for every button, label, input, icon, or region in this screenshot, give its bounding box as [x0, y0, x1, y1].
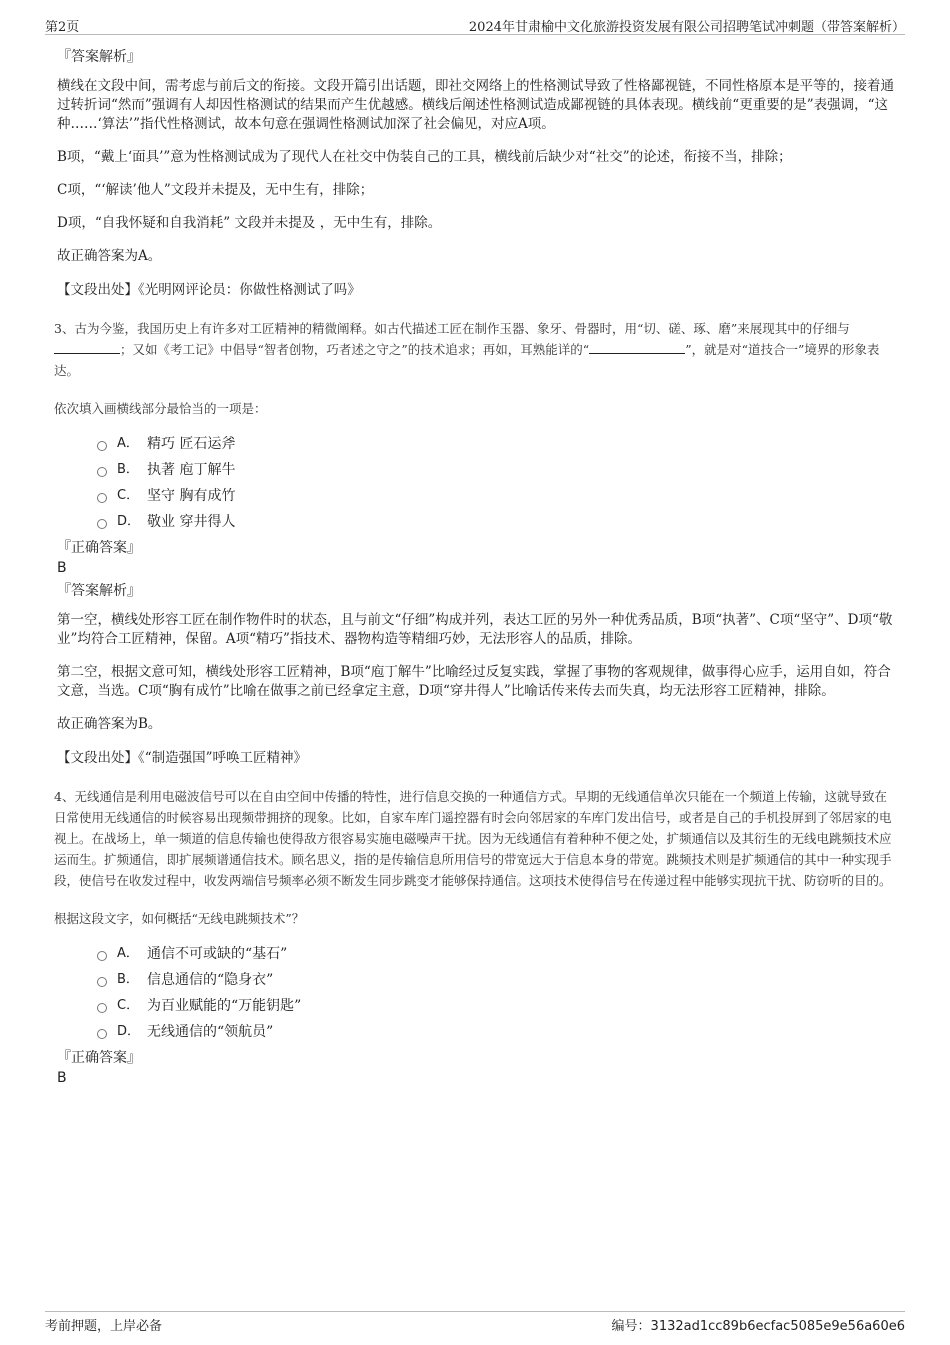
q4-options [97, 941, 897, 1045]
option-text: 通信不可或缺的“基石” [147, 946, 288, 962]
page-number: 第2页 [45, 20, 80, 35]
option-text: 敬业 穿井得人 [147, 514, 236, 530]
q3-text-part: ”，就是对“道技合一”境界的形象表达。 [54, 342, 880, 378]
q4-option-c[interactable] [97, 993, 897, 1019]
radio-icon[interactable] [97, 441, 107, 451]
q4-option-a[interactable] [97, 941, 897, 967]
q3-option-c[interactable] [97, 483, 897, 509]
q3-options [97, 431, 897, 535]
q3-analysis-label: 『答案解析』 [57, 583, 141, 599]
option-letter: B． [117, 972, 139, 987]
option-letter: C． [117, 488, 140, 503]
radio-icon[interactable] [97, 1029, 107, 1039]
radio-icon[interactable] [97, 467, 107, 477]
option-letter: A． [117, 946, 139, 961]
radio-icon[interactable] [97, 1003, 107, 1013]
radio-icon[interactable] [97, 977, 107, 987]
q3-text-part: ；又如《考工记》中倡导“智者创物，巧者述之守之”的技术追求；再如，耳熟能详的“ [120, 342, 590, 357]
q3-source: 【文段出处】《“制造强国”呼唤工匠精神》 [57, 750, 308, 766]
q3-option-b[interactable] [97, 457, 897, 483]
option-letter: C． [117, 998, 140, 1013]
option-text: 坚守 胸有成竹 [147, 488, 236, 504]
option-text: 执著 庖丁解牛 [147, 462, 236, 478]
q2-analysis-para: B项，“戴上‘面具’”意为性格测试成为了现代人在社交中伪装自己的工具，横线前后缺少对“社交”的论述，衔接不当，排除； [57, 149, 792, 165]
q3-analysis-para: 第二空，根据文意可知，横线处形容工匠精神，B项“庖丁解牛”比喻经过反复实践，掌握了事物的客观规律，做事得心应手，运用自如，符合文意，当选。C项“胸有成竹”比喻在做事之前已经拿定主意，D项“穿井得人”比喻话传来传去而失真，均无法形容工匠精神，排除。 [57, 664, 891, 699]
footer-slogan: 考前押题，上岸必备 [45, 1319, 163, 1334]
q3-correct-answer: B [57, 560, 67, 576]
main-content [54, 44, 897, 1088]
q2-analysis-para: 横线在文段中间，需考虑与前后文的衔接。文段开篇引出话题，即社交网络上的性格测试导致了性格鄙视链，不同性格原本是平等的，接着通过转折词“然而”强调有人却因性格测试的结果而产生优越感。横线后阐述性格测试造成鄙视链的具体表现。横线前“更重要的是”表强调，“这种……‘算法’”指代性格测试，故本句意在强调性格测试加深了社会偏见，对应A项。 [57, 78, 894, 132]
q2-source: 【文段出处】《光明网评论员：你做性格测试了吗》 [57, 282, 361, 298]
q3-prompt: 依次填入画横线部分最恰当的一项是： [54, 401, 267, 416]
q2-analysis-para: 故正确答案为A。 [57, 248, 162, 264]
option-letter: D． [117, 1024, 141, 1039]
page-footer [45, 1311, 905, 1334]
document-title: 2024年甘肃榆中文化旅游投资发展有限公司招聘笔试冲刺题（带答案解析） [468, 20, 905, 35]
option-letter: D． [117, 514, 141, 529]
q3-text-part: 3、古为今鉴，我国历史上有许多对工匠精神的精微阐释。如古代描述工匠在制作玉器、象牙、骨器时，用“切、磋、琢、磨”来展现其中的仔细与 [54, 321, 850, 336]
option-letter: A． [117, 436, 139, 451]
footer-code-value: 3132ad1cc89b6ecfac5085e9e56a60e6 [650, 1319, 905, 1334]
footer-code-label: 编号： [611, 1319, 651, 1334]
q4-correct-label: 『正确答案』 [57, 1050, 141, 1066]
q4-option-d[interactable] [97, 1019, 897, 1045]
q3-blank-2 [589, 340, 685, 354]
q2-analysis-para: C项，“‘解读’他人”文段并未提及，无中生有，排除； [57, 182, 374, 198]
page-header [45, 14, 905, 35]
footer-code [612, 1315, 905, 1334]
option-letter: B． [117, 462, 139, 477]
radio-icon[interactable] [97, 493, 107, 503]
option-text: 精巧 匠石运斧 [147, 436, 236, 452]
q3-blank-1 [54, 340, 120, 354]
q4-question: 4、无线通信是利用电磁波信号可以在自由空间中传播的特性，进行信息交换的一种通信方式。早期的无线通信单次只能在一个频道上传输，这就导致在日常使用无线通信的时候容易出现频带拥挤的现象。比如，自家车库门遥控器有时会向邻居家的车库门发出信号，或者是自己的手机投屏到了邻居家的电视上。在战场上，单一频道的信息传输也使得敌方很容易实施电磁噪声干扰。因为无线通信有着种种不便之处，扩频通信以及其衍生的无线电跳频技术应运而生。扩频通信，即扩展频谱通信技术。顾名思义，指的是传输信息所用信号的带宽远大于信息本身的带宽。跳频技术则是扩频通信的其中一种实现手段，使信号在收发过程中，收发两端信号频率必须不断发生同步跳变才能够保持通信。这项技术使得信号在传递过程中能够实现抗干扰、防窃听的目的。 [54, 789, 892, 888]
q3-analysis-para: 故正确答案为B。 [57, 716, 162, 732]
q4-option-b[interactable] [97, 967, 897, 993]
q3-option-d[interactable] [97, 509, 897, 535]
radio-icon[interactable] [97, 951, 107, 961]
option-text: 为百业赋能的“万能钥匙” [147, 998, 302, 1014]
option-text: 信息通信的“隐身衣” [147, 972, 274, 988]
q3-correct-label: 『正确答案』 [57, 540, 141, 556]
q4-prompt: 根据这段文字，如何概括“无线电跳频技术”？ [54, 911, 305, 926]
q2-analysis-para: D项，“自我怀疑和自我消耗” 文段并未提及 ，无中生有，排除。 [57, 215, 442, 231]
radio-icon[interactable] [97, 519, 107, 529]
q3-option-a[interactable] [97, 431, 897, 457]
q4-correct-answer: B [57, 1070, 67, 1086]
option-text: 无线通信的“领航员” [147, 1024, 274, 1040]
q3-analysis-para: 第一空，横线处形容工匠在制作物件时的状态，且与前文“仔细”构成并列，表达工匠的另外一种优秀品质，B项“执著”、C项“坚守”、D项“敬业”均符合工匠精神，保留。A项“精巧”指技术、器物构造等精细巧妙，无法形容人的品质，排除。 [57, 612, 893, 647]
q3-question [54, 318, 897, 381]
q2-analysis-label: 『答案解析』 [57, 49, 141, 65]
